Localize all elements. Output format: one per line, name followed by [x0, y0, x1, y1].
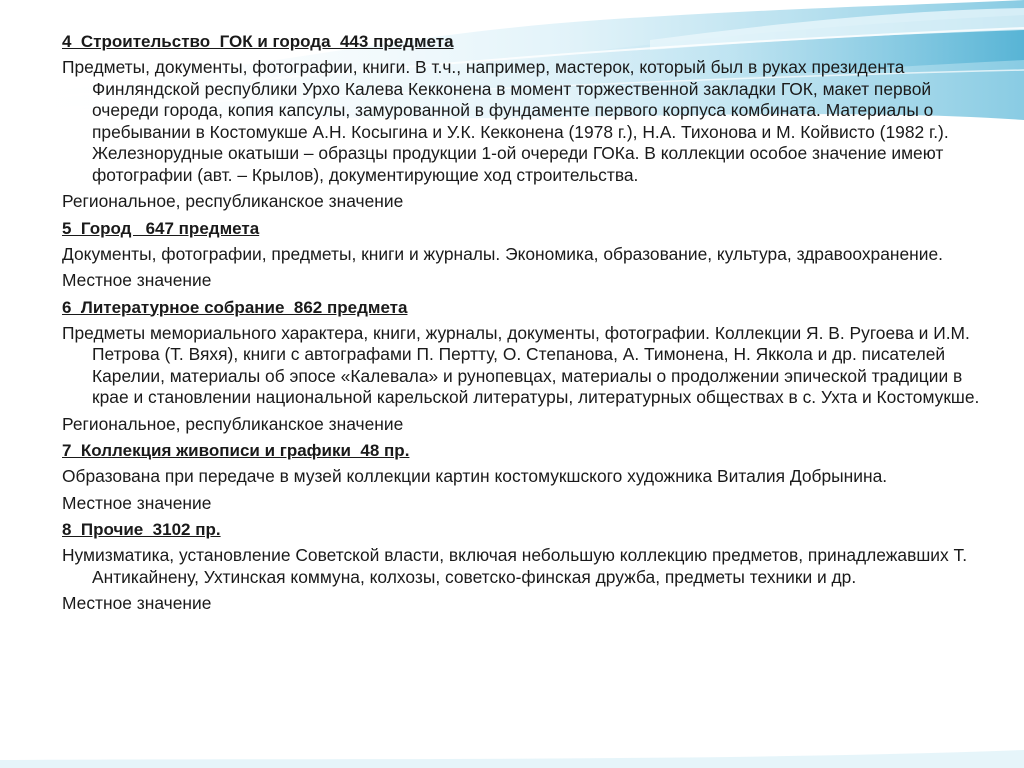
section-heading: 7 Коллекция живописи и графики 48 пр.: [62, 441, 410, 460]
section-4: [62, 31, 982, 213]
section-7: [62, 440, 982, 514]
section-description: Документы, фотографии, предметы, книги и журналы. Экономика, образование, культура, здравоохранение.: [62, 243, 943, 264]
section-description: Образована при передаче в музей коллекции картин костомукшского художника Виталия Добрынина.: [62, 466, 888, 486]
section-5: [62, 218, 982, 292]
section-heading: 6 Литературное собрание 862 предмета: [62, 297, 408, 317]
section-8: [62, 519, 982, 615]
section-heading: 5 Город 647 предмета: [62, 218, 260, 238]
bottom-wave: [0, 750, 1024, 768]
section-significance: Местное значение: [62, 492, 212, 513]
section-description: Нумизматика, установление Советской власти, включая небольшую коллекцию предметов, принадлежавших Т. Антикайнену, Ухтинская коммуна, колхозы, советско-финская дружба, предметы техники и др.: [62, 545, 968, 587]
section-description: Предметы, документы, фотографии, книги. В т.ч., например, мастерок, который был в руках президента Финляндской республики Урхо Калева Кекконена в момент торжественной закладки ГОК, макет первой очереди города, копия капсулы, замурованной в фундаменте первого корпуса комбината. Материалы о пребывании в Костомукше А.Н. Косыгина и У.К. Кекконена (1978 г.), Н.А. Тихонова и М. Койвисто (1982 г.). Железнорудные окатыши – образцы продукции 1-ой очереди ГОКа. В коллекции особое значение имеют фотографии (авт. – Крылов), документирующие ход строительства.: [62, 57, 949, 185]
section-heading: 8 Прочие 3102 пр.: [62, 520, 221, 539]
section-description: Предметы мемориального характера, книги, журналы, документы, фотографии. Коллекции Я. В. Ругоева и И.М. Петрова (Т. Вяхя), книги с автографами П. Пертту, О. Степанова, А. Тимонена, Н. Яккола и др. писателей Карелии, материалы об эпосе «Калевала» и рунопевцах, материалы о продолжении эпической традиции в крае и становлении национальной карельской литературы, литературных обществах в с. Ухта и Костомукше.: [62, 322, 980, 407]
slide-body: [62, 31, 982, 620]
section-significance: Региональное, республиканское значение: [62, 191, 404, 211]
section-significance: Местное значение: [62, 270, 212, 290]
section-6: [62, 297, 982, 436]
section-significance: Местное значение: [62, 593, 212, 613]
section-significance: Региональное, республиканское значение: [62, 413, 404, 434]
section-heading: 4 Строительство ГОК и города 443 предмета: [62, 32, 454, 51]
